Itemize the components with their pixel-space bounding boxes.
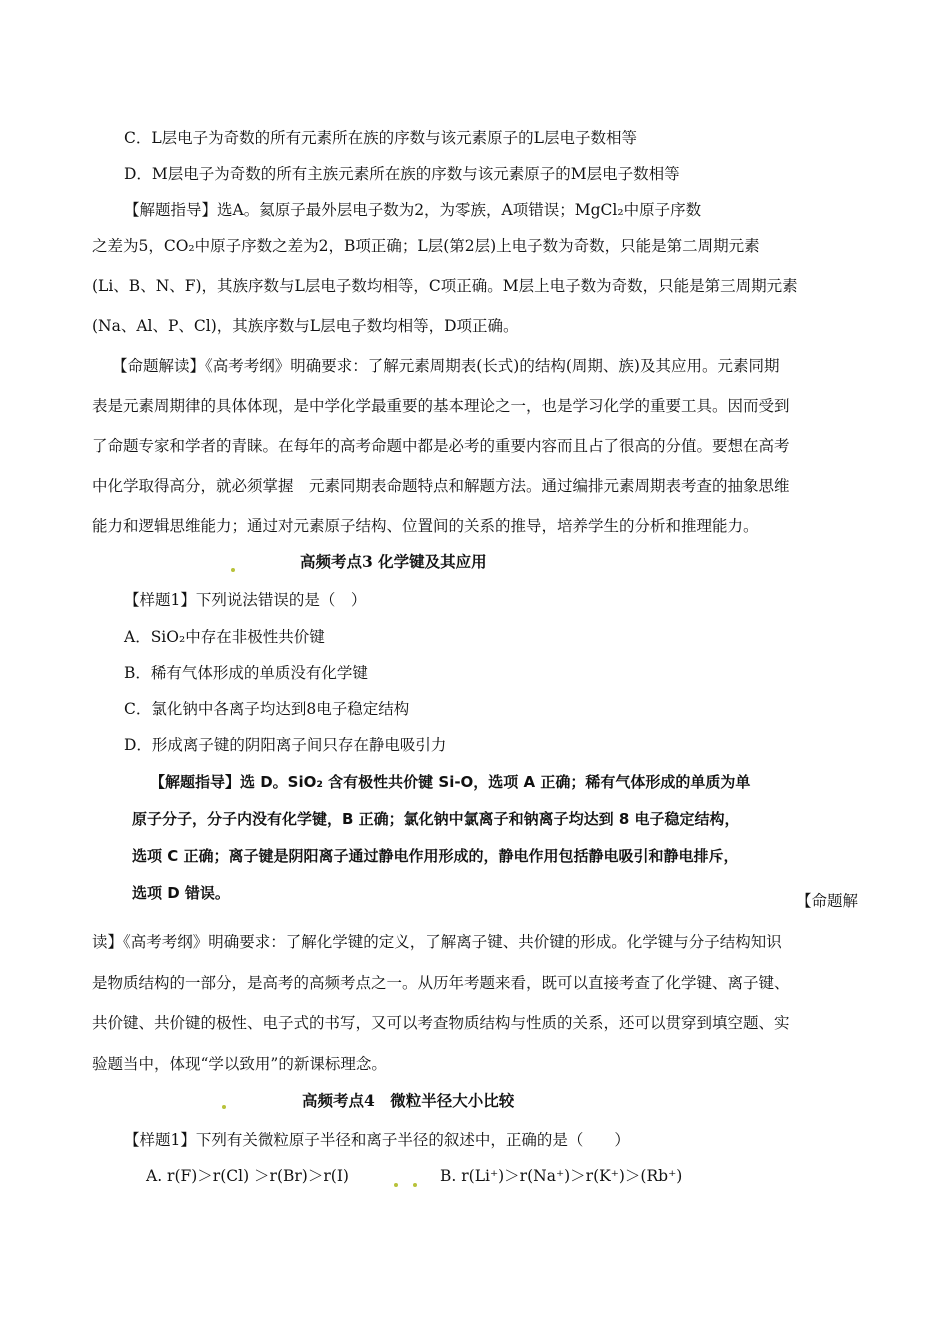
option-c: C．氯化钠中各离子均达到8电子稳定结构 [124,700,410,718]
line-interp2-1: 读】《高考考纲》明确要求：了解化学键的定义，了解离子键、共价键的形成。化学键与分子结构知识 [92,933,782,951]
answer-block-line-3: 选项 C 正确；离子键是阴阳离子通过静电作用形成的，静电作用包括静电吸引和静电排斥， [132,847,739,865]
line-interp2-2: 是物质结构的一部分，是高考的高频考点之一。从历年考题来看，既可以直接考查了化学键、离子键、 [92,974,790,992]
section-heading-4: 高频考点4 微粒半径大小比较 [302,1091,515,1110]
option-a-2: A. r(F)＞r(Cl) ＞r(Br)＞r(I) [146,1167,349,1185]
line-interp-2: 表是元素周期律的具体体现，是中学化学最重要的基本理论之一，也是学习化学的重要工具。因而受到 [92,397,790,415]
line-interp-4: 中化学取得高分，就必须掌握 元素同期表命题特点和解题方法。通过编排元素周期表考查的抽象思维 [92,477,790,495]
line-option-c: C．L层电子为奇数的所有元素所在族的序数与该元素原子的L层电子数相等 [124,129,637,147]
option-b-2: B. r(Li⁺)＞r(Na⁺)＞r(K⁺)＞(Rb⁺) [440,1167,683,1185]
line-answer-4: (Na、Al、P、Cl)，其族序数与L层电子数均相等，D项正确。 [92,317,519,335]
answer-block-line-2: 原子分子，分子内没有化学键，B 正确；氯化钠中氯离子和钠离子均达到 8 电子稳定结构， [132,810,740,828]
line-answer-1: 【解题指导】选A。氦原子最外层电子数为2，为零族，A项错误；MgCl₂中原子序数 [124,201,702,219]
answer-block-line-1: 【解题指导】选 D。SiO₂ 含有极性共价键 Si-O，选项 A 正确；稀有气体形成的单质为单 [150,773,751,791]
option-b: B．稀有气体形成的单质没有化学键 [124,664,368,682]
line-option-d: D．M层电子为奇数的所有主族元素所在族的序数与该元素原子的M层电子数相等 [124,165,680,183]
question-stem-2: 【样题1】下列有关微粒原子半径和离子半径的叙述中，正确的是（ ） [124,1131,630,1149]
line-interp-5: 能力和逻辑思维能力；通过对元素原子结构、位置间的关系的推导，培养学生的分析和推理能力。 [92,517,759,535]
line-interp2-3: 共价键、共价键的极性、电子式的书写，又可以考查物质结构与性质的关系，还可以贯穿到填空题、实 [92,1014,790,1032]
line-answer-3: (Li、B、N、F)，其族序数与L层电子数均相等，C项正确。M层上电子数为奇数，只能是第三周期元素 [92,277,798,295]
option-a: A．SiO₂中存在非极性共价键 [124,628,325,646]
line-interp-1: 【命题解读】《高考考纲》明确要求：了解元素周期表(长式)的结构(周期、族)及其应用。元素同期 [112,357,780,375]
answer-block-line-4: 选项 D 错误。 [132,884,230,902]
question-stem-1: 【样题1】下列说法错误的是（ ） [124,591,367,609]
scan-speck [394,1183,398,1187]
interp-label-tail: 【命题解 [795,892,858,910]
scan-speck [222,1105,226,1109]
section-heading-3: 高频考点3 化学键及其应用 [300,552,487,571]
line-interp-3: 了命题专家和学者的青睐。在每年的高考命题中都是必考的重要内容而且占了很高的分值。要想在高考 [92,437,790,455]
line-interp2-4: 验题当中，体现“学以致用”的新课标理念。 [92,1055,387,1073]
line-answer-2: 之差为5，CO₂中原子序数之差为2，B项正确；L层(第2层)上电子数为奇数，只能是第二周期元素 [92,237,760,255]
option-d: D．形成离子键的阴阳离子间只存在静电吸引力 [124,736,447,754]
scan-speck [231,568,235,572]
scan-speck [413,1183,417,1187]
